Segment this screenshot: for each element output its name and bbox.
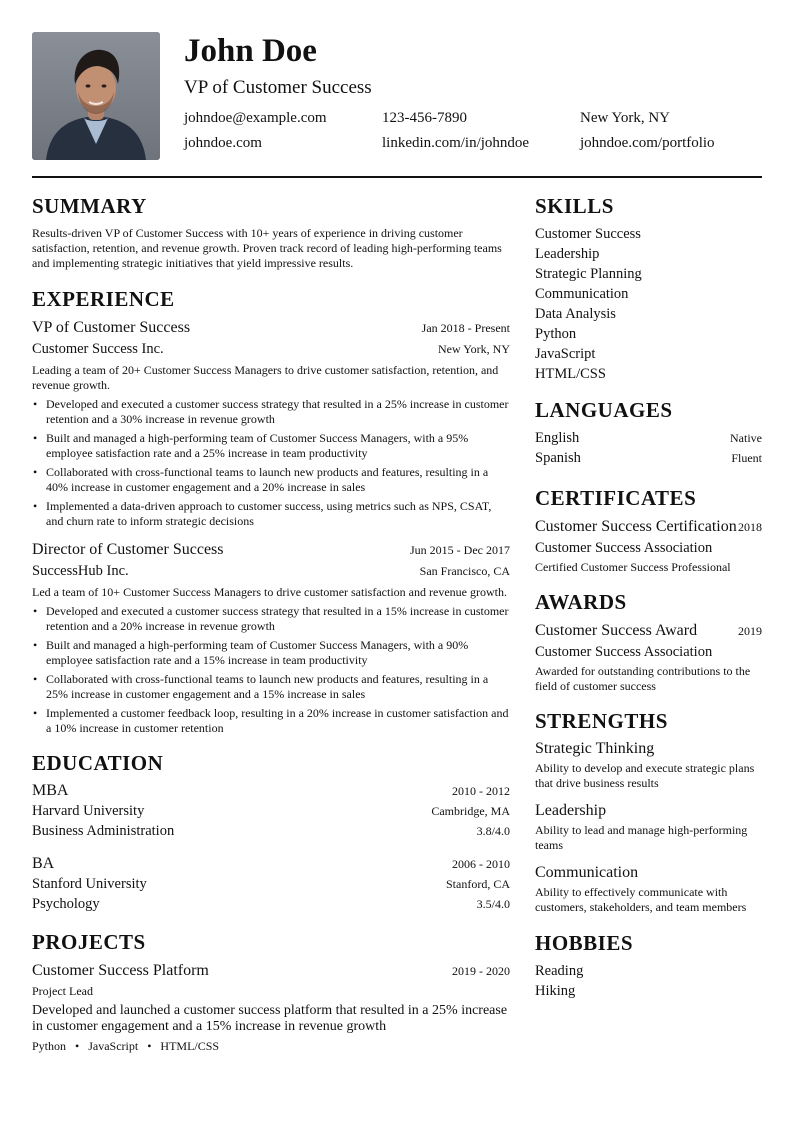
award-year: 2019 bbox=[738, 624, 762, 638]
project-dates: 2019 - 2020 bbox=[452, 964, 510, 978]
language-name: Spanish bbox=[535, 450, 581, 466]
main-column bbox=[32, 194, 510, 1054]
strength-description: Ability to effectively communicate with customers, stakeholders, and team members bbox=[535, 885, 747, 914]
job-bullet: • Built and managed a high-performing team of Customer Success Managers, with a 90% employee satisfaction rate and a 15% increase in team productivity bbox=[32, 638, 510, 668]
phone-number: 123-456-7890 bbox=[382, 110, 467, 126]
header-divider bbox=[32, 176, 762, 178]
field-of-study: Business Administration bbox=[32, 823, 175, 839]
summary-section bbox=[32, 194, 510, 271]
tech-tag: JavaScript bbox=[88, 1039, 139, 1053]
education-entry bbox=[32, 781, 510, 841]
project-name: Customer Success Platform bbox=[32, 962, 209, 979]
hobbies-heading: HOBBIES bbox=[535, 931, 634, 955]
languages-section bbox=[535, 398, 762, 468]
field-of-study: Psychology bbox=[32, 896, 100, 912]
job-location: New York, NY bbox=[437, 342, 510, 356]
resume-header bbox=[32, 32, 762, 160]
candidate-title: VP of Customer Success bbox=[184, 77, 372, 98]
portrait-image bbox=[32, 32, 160, 160]
job-bullet: • Collaborated with cross-functional teams to launch new products and features, resulting in a 25% increase in customer engagement and a 15% increase in sales bbox=[32, 672, 510, 702]
experience-section bbox=[32, 287, 510, 736]
awards-section bbox=[535, 590, 762, 694]
sidebar-column bbox=[535, 194, 762, 1001]
languages-heading: LANGUAGES bbox=[535, 398, 673, 422]
award-description: Awarded for outstanding contributions to the field of customer success bbox=[535, 664, 751, 693]
certificate-issuer: Customer Success Association bbox=[535, 540, 713, 556]
strength-description: Ability to lead and manage high-performing teams bbox=[535, 823, 748, 852]
linkedin-link[interactable]: linkedin.com/in/johndoe bbox=[382, 135, 530, 151]
certificate-description: Certified Customer Success Professional bbox=[535, 560, 731, 574]
gpa: 3.8/4.0 bbox=[476, 824, 510, 838]
projects-section bbox=[32, 930, 510, 1054]
job-dates: Jun 2015 - Dec 2017 bbox=[410, 543, 510, 557]
location: New York, NY bbox=[580, 110, 671, 126]
degree: MBA bbox=[32, 782, 69, 799]
language-level: Fluent bbox=[731, 451, 762, 465]
email-link[interactable]: johndoe@example.com bbox=[184, 110, 327, 126]
job-bullets bbox=[32, 604, 510, 736]
job-entry bbox=[32, 318, 510, 529]
certificates-heading: CERTIFICATES bbox=[535, 486, 697, 510]
hobby-item: Hiking bbox=[535, 983, 576, 999]
strengths-section bbox=[535, 709, 762, 915]
job-description: Led a team of 10+ Customer Success Managers to drive customer satisfaction and revenue growth. bbox=[32, 585, 507, 599]
job-location: San Francisco, CA bbox=[419, 564, 510, 578]
tech-tag: Python bbox=[32, 1039, 67, 1053]
skill-item: Data Analysis bbox=[535, 306, 616, 322]
job-title: Director of Customer Success bbox=[32, 541, 224, 558]
education-dates: 2010 - 2012 bbox=[452, 784, 510, 798]
education-dates: 2006 - 2010 bbox=[452, 857, 510, 871]
skill-item: Strategic Planning bbox=[535, 266, 642, 282]
job-bullets bbox=[32, 397, 510, 529]
school-location: Stanford, CA bbox=[446, 877, 510, 891]
skills-section bbox=[535, 194, 762, 384]
education-section bbox=[32, 751, 510, 914]
job-bullet: • Developed and executed a customer success strategy that resulted in a 25% increase in customer retention and a 30% increase in revenue growth bbox=[32, 397, 510, 427]
tech-separator: • bbox=[75, 1039, 80, 1053]
hobbies-section bbox=[535, 931, 762, 1001]
job-bullet: • Built and managed a high-performing team of Customer Success Managers, with a 95% employee satisfaction rate and a 25% increase in team productivity bbox=[32, 431, 510, 461]
award-name: Customer Success Award bbox=[535, 622, 698, 639]
skill-item: JavaScript bbox=[535, 346, 596, 362]
projects-heading: PROJECTS bbox=[32, 930, 146, 954]
awards-heading: AWARDS bbox=[535, 590, 627, 614]
candidate-name: John Doe bbox=[184, 33, 317, 69]
job-title: VP of Customer Success bbox=[32, 319, 191, 336]
job-bullet: • Developed and executed a customer success strategy that resulted in a 15% increase in customer retention and a 20% increase in revenue growth bbox=[32, 604, 510, 634]
skill-item: Communication bbox=[535, 286, 629, 302]
summary-text: Results-driven VP of Customer Success with 10+ years of experience in driving customer satisfaction, retention, and revenue growth. Proven track record of leading high-performing teams and implementing strategic initiatives that yield impressive results. bbox=[32, 226, 502, 270]
skill-item: Leadership bbox=[535, 246, 600, 262]
strength-description: Ability to develop and execute strategic plans that drive business results bbox=[535, 761, 755, 790]
skill-item: HTML/CSS bbox=[535, 366, 606, 382]
summary-heading: SUMMARY bbox=[32, 194, 147, 218]
job-company: Customer Success Inc. bbox=[32, 341, 164, 357]
experience-heading: EXPERIENCE bbox=[32, 287, 175, 311]
tech-tag: HTML/CSS bbox=[160, 1039, 220, 1053]
project-tech bbox=[32, 1039, 510, 1054]
strengths-heading: STRENGTHS bbox=[535, 709, 668, 733]
language-name: English bbox=[535, 430, 580, 446]
award-issuer: Customer Success Association bbox=[535, 644, 713, 660]
degree: BA bbox=[32, 855, 55, 872]
school-location: Cambridge, MA bbox=[431, 804, 510, 818]
website-link[interactable]: johndoe.com bbox=[184, 135, 262, 151]
job-bullet: • Collaborated with cross-functional teams to launch new products and features, resulting in a 40% increase in customer engagement and a 20% increase in sales bbox=[32, 465, 510, 495]
job-dates: Jan 2018 - Present bbox=[421, 321, 510, 335]
certificate-name: Customer Success Certification bbox=[535, 518, 737, 535]
job-description: Leading a team of 20+ Customer Success Managers to drive customer satisfaction, retention, and revenue growth. bbox=[32, 363, 499, 392]
skill-item: Customer Success bbox=[535, 226, 641, 242]
job-bullet: • Implemented a data-driven approach to customer success, using metrics such as NPS, CSAT, and churn rate to inform strategic decisions bbox=[32, 499, 510, 529]
hobby-item: Reading bbox=[535, 963, 584, 979]
skills-heading: SKILLS bbox=[535, 194, 614, 218]
job-bullet: • Implemented a customer feedback loop, resulting in a 20% increase in customer satisfaction and a 10% increase in customer retention bbox=[32, 706, 510, 736]
education-heading: EDUCATION bbox=[32, 751, 164, 775]
strength-name: Strategic Thinking bbox=[535, 740, 655, 757]
profile-photo bbox=[32, 32, 160, 160]
job-entry bbox=[32, 540, 510, 736]
strength-name: Communication bbox=[535, 864, 639, 881]
language-level: Native bbox=[730, 431, 762, 445]
project-role: Project Lead bbox=[32, 984, 93, 998]
portfolio-link[interactable]: johndoe.com/portfolio bbox=[580, 135, 715, 151]
job-company: SuccessHub Inc. bbox=[32, 563, 129, 579]
skill-item: Python bbox=[535, 326, 577, 342]
tech-separator: • bbox=[147, 1039, 152, 1053]
education-entry bbox=[32, 854, 510, 914]
gpa: 3.5/4.0 bbox=[476, 897, 510, 911]
project-entry bbox=[32, 961, 510, 1054]
certificate-year: 2018 bbox=[738, 520, 762, 534]
school: Harvard University bbox=[32, 803, 145, 819]
strength-name: Leadership bbox=[535, 802, 607, 819]
project-description: Developed and launched a customer success platform that resulted in a 25% increase in customer engagement and a 15% increase in revenue growth bbox=[32, 1003, 508, 1034]
school: Stanford University bbox=[32, 876, 147, 892]
certificates-section bbox=[535, 486, 762, 575]
